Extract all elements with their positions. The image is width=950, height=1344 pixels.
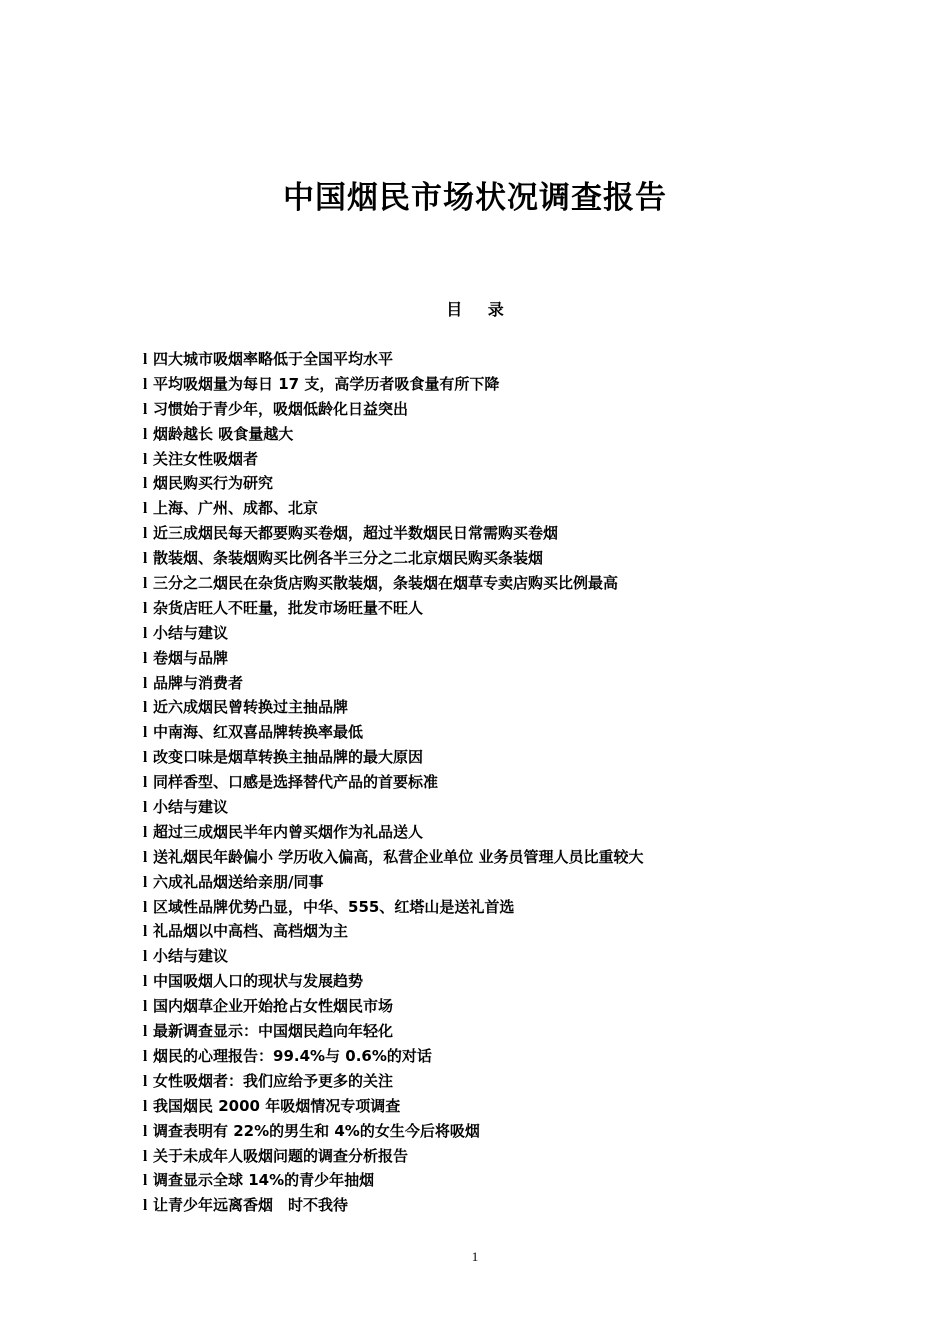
toc-item[interactable]	[143, 994, 783, 1019]
toc-item-label: 最新调查显示：中国烟民趋向年轻化	[153, 1022, 394, 1041]
toc-bullet: l	[143, 425, 148, 443]
toc-item-label: 区域性品牌优势凸显，中华、555、红塔山是送礼首选	[153, 897, 515, 916]
toc-bullet: l	[143, 774, 148, 792]
toc-item[interactable]	[143, 695, 783, 720]
toc-item-label: 四大城市吸烟率略低于全国平均水平	[153, 350, 394, 368]
toc-item[interactable]	[143, 895, 783, 920]
toc-item[interactable]	[143, 422, 783, 447]
toc-item-label: 调查表明有 22%的男生和 4%的女生今后将吸烟	[153, 1121, 480, 1140]
toc-item[interactable]	[143, 596, 783, 621]
toc-item[interactable]	[143, 1193, 783, 1218]
toc-bullet: l	[143, 1097, 148, 1115]
toc-bullet: l	[143, 575, 148, 593]
toc-bullet: l	[143, 1172, 148, 1190]
toc-bullet: l	[143, 400, 148, 418]
toc-bullet: l	[143, 973, 148, 991]
toc-item-label: 同样香型、口感是选择替代产品的首要标准	[153, 773, 439, 792]
toc-item[interactable]	[143, 1069, 783, 1094]
toc-item[interactable]	[143, 397, 783, 422]
toc-item[interactable]	[143, 447, 783, 472]
toc-item-label: 关于未成年人吸烟问题的调查分析报告	[153, 1146, 409, 1165]
toc-item-label: 中国吸烟人口的现状与发展趋势	[153, 972, 364, 991]
toc-item[interactable]	[143, 870, 783, 895]
toc-bullet: l	[143, 624, 148, 642]
toc-bullet: l	[143, 1072, 148, 1090]
toc-bullet: l	[143, 948, 148, 966]
toc-item[interactable]	[143, 571, 783, 596]
toc-item[interactable]	[143, 820, 783, 845]
toc-item-label: 超过三成烟民半年内曾买烟作为礼品送人	[153, 822, 424, 841]
toc-item[interactable]	[143, 546, 783, 571]
toc-item-label: 烟民的心理报告：99.4%与 0.6%的对话	[153, 1046, 432, 1065]
toc-item[interactable]	[143, 845, 783, 870]
toc-bullet: l	[143, 873, 148, 891]
toc-bullet: l	[143, 923, 148, 941]
toc-bullet: l	[143, 450, 148, 468]
toc-item[interactable]	[143, 372, 783, 397]
toc-bullet: l	[143, 998, 148, 1016]
toc-item[interactable]	[143, 944, 783, 969]
toc-bullet: l	[143, 848, 148, 866]
table-of-contents	[143, 347, 783, 1218]
toc-item-label: 调查显示全球 14%的青少年抽烟	[153, 1171, 375, 1190]
toc-item-label: 中南海、红双喜品牌转换率最低	[153, 723, 364, 742]
toc-item[interactable]	[143, 646, 783, 671]
toc-item-label: 卷烟与品牌	[153, 648, 229, 667]
toc-item[interactable]	[143, 969, 783, 994]
toc-item-label: 杂货店旺人不旺量，批发市场旺量不旺人	[153, 598, 424, 617]
toc-bullet: l	[143, 351, 148, 368]
toc-item[interactable]	[143, 621, 783, 646]
toc-item-label: 礼品烟以中高档、高档烟为主	[153, 922, 349, 941]
toc-item-label: 近三成烟民每天都要购买卷烟，超过半数烟民日常需购买卷烟	[153, 524, 559, 543]
toc-item[interactable]	[143, 671, 783, 696]
toc-item-label: 小结与建议	[153, 798, 229, 817]
toc-item[interactable]	[143, 347, 783, 372]
toc-item-label: 散装烟、条装烟购买比例各半三分之二北京烟民购买条装烟	[153, 549, 544, 568]
toc-item[interactable]	[143, 795, 783, 820]
toc-bullet: l	[143, 1197, 148, 1215]
toc-item[interactable]	[143, 471, 783, 496]
toc-item-label: 小结与建议	[153, 947, 229, 966]
toc-item[interactable]	[143, 1168, 783, 1193]
toc-item[interactable]	[143, 1144, 783, 1169]
toc-item-label: 国内烟草企业开始抢占女性烟民市场	[153, 997, 394, 1016]
toc-item[interactable]	[143, 770, 783, 795]
page-number: 1	[471, 1249, 479, 1264]
toc-item[interactable]	[143, 496, 783, 521]
toc-item-label: 三分之二烟民在杂货店购买散装烟，条装烟在烟草专卖店购买比例最高	[153, 574, 619, 593]
toc-item-label: 改变口味是烟草转换主抽品牌的最大原因	[153, 748, 424, 767]
toc-bullet: l	[143, 475, 148, 493]
toc-heading: 目 录	[446, 300, 514, 319]
toc-bullet: l	[143, 799, 148, 817]
toc-item-label: 女性吸烟者：我们应给予更多的关注	[153, 1071, 394, 1090]
toc-item-label: 让青少年远离香烟 时不我待	[153, 1196, 349, 1215]
toc-bullet: l	[143, 699, 148, 717]
toc-item[interactable]	[143, 745, 783, 770]
toc-bullet: l	[143, 724, 148, 742]
toc-bullet: l	[143, 500, 148, 518]
toc-item-label: 关注女性吸烟者	[153, 449, 259, 468]
toc-item-label: 习惯始于青少年，吸烟低龄化日益突出	[153, 399, 409, 418]
toc-bullet: l	[143, 674, 148, 692]
toc-bullet: l	[143, 599, 148, 617]
toc-item[interactable]	[143, 521, 783, 546]
toc-item-label: 小结与建议	[153, 623, 229, 642]
toc-bullet: l	[143, 649, 148, 667]
toc-item-label: 平均吸烟量为每日 17 支，高学历者吸食量有所下降	[153, 374, 500, 393]
toc-bullet: l	[143, 898, 148, 916]
toc-item[interactable]	[143, 919, 783, 944]
toc-bullet: l	[143, 1147, 148, 1165]
toc-bullet: l	[143, 1023, 148, 1041]
document-title: 中国烟民市场状况调查报告	[283, 180, 667, 216]
toc-item-label: 上海、广州、成都、北京	[153, 499, 319, 518]
toc-item[interactable]	[143, 720, 783, 745]
toc-bullet: l	[143, 823, 148, 841]
toc-item-label: 送礼烟民年龄偏小 学历收入偏高，私营企业单位 业务员管理人员比重较大	[153, 847, 644, 866]
toc-bullet: l	[143, 749, 148, 767]
toc-item-label: 烟民购买行为研究	[153, 474, 274, 493]
toc-bullet: l	[143, 550, 148, 568]
toc-item-label: 近六成烟民曾转换过主抽品牌	[153, 698, 349, 717]
toc-item[interactable]	[143, 1044, 783, 1069]
toc-item-label: 品牌与消费者	[153, 673, 244, 692]
toc-item[interactable]	[143, 1094, 783, 1119]
toc-item-label: 烟龄越长 吸食量越大	[153, 424, 294, 443]
toc-bullet: l	[143, 375, 148, 393]
toc-item-label: 六成礼品烟送给亲朋/同事	[153, 872, 324, 891]
toc-bullet: l	[143, 1122, 148, 1140]
toc-bullet: l	[143, 1047, 148, 1065]
toc-bullet: l	[143, 525, 148, 543]
toc-item-label: 我国烟民 2000 年吸烟情况专项调查	[153, 1096, 401, 1115]
toc-item[interactable]	[143, 1119, 783, 1144]
toc-item[interactable]	[143, 1019, 783, 1044]
